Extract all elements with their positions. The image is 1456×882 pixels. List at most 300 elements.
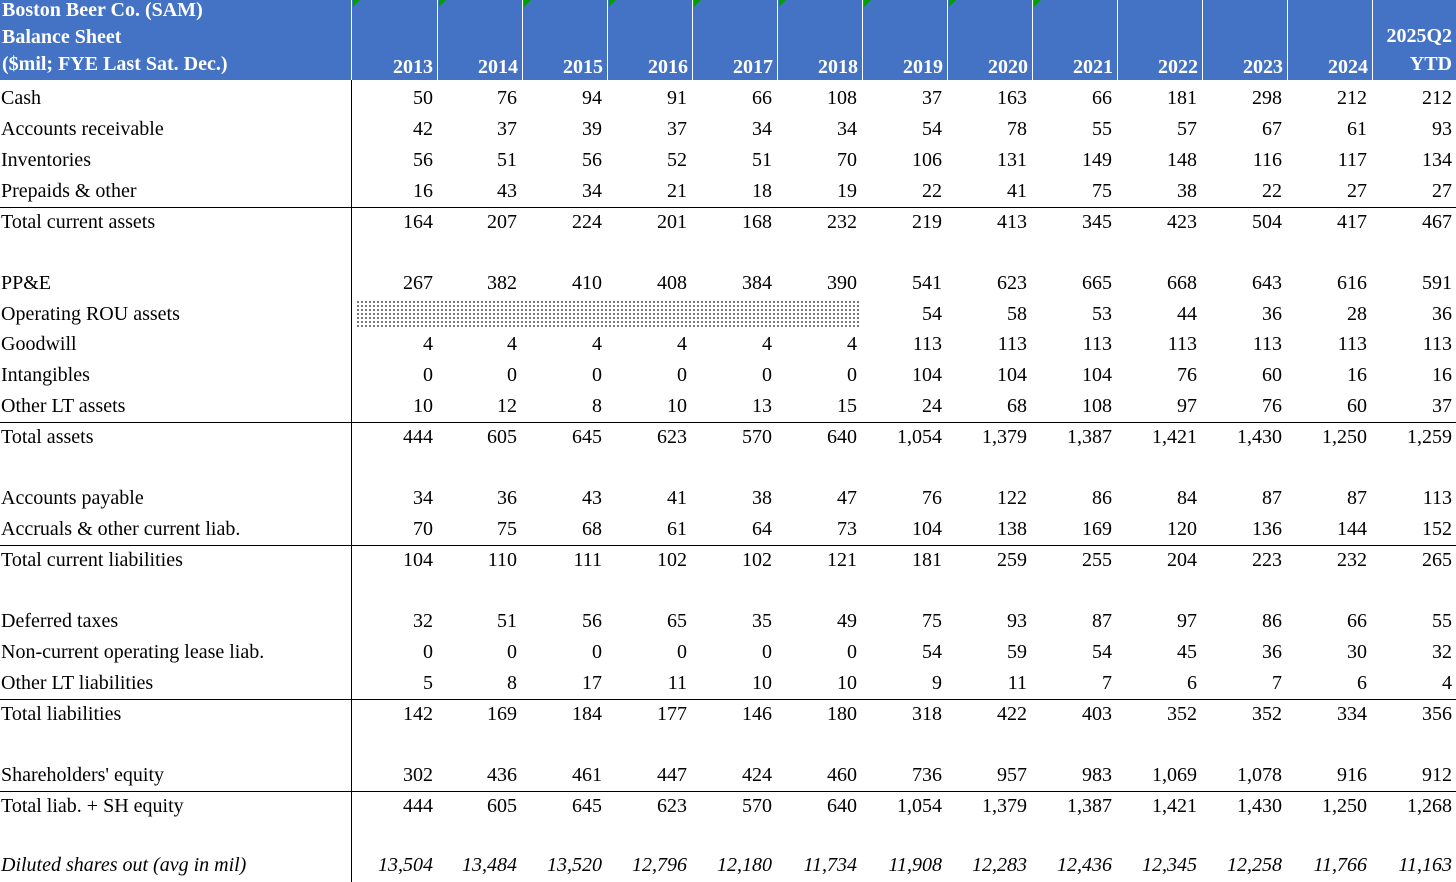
cell-value[interactable]: 8: [507, 672, 517, 694]
cell-value[interactable]: 122: [997, 487, 1027, 509]
cell-value[interactable]: 8: [592, 395, 602, 417]
cell-value[interactable]: 45: [1177, 641, 1197, 663]
cell-value[interactable]: 64: [752, 518, 772, 540]
cell-value[interactable]: 41: [1007, 180, 1027, 202]
cell-value[interactable]: 591: [1422, 272, 1452, 294]
cell-value[interactable]: 382: [487, 272, 517, 294]
comment-marker-icon[interactable]: [439, 0, 446, 7]
comment-marker-icon[interactable]: [779, 0, 786, 7]
cell-value[interactable]: 76: [922, 487, 942, 509]
cell-value[interactable]: 104: [1082, 364, 1112, 386]
cell-value[interactable]: 1,054: [897, 426, 942, 448]
cell-value[interactable]: 265: [1422, 549, 1452, 571]
cell-value[interactable]: 0: [423, 641, 433, 663]
cell-value[interactable]: 67: [1262, 118, 1282, 140]
header-year-10[interactable]: [1117, 0, 1202, 80]
cell-value[interactable]: 106: [912, 149, 942, 171]
cell-value[interactable]: 120: [1167, 518, 1197, 540]
cell-value[interactable]: 1,421: [1152, 426, 1197, 448]
cell-value[interactable]: 65: [667, 610, 687, 632]
cell-value[interactable]: 56: [582, 149, 602, 171]
cell-value[interactable]: 0: [507, 641, 517, 663]
cell-value[interactable]: 113: [1167, 333, 1197, 355]
cell-value[interactable]: 983: [1082, 764, 1112, 786]
cell-value[interactable]: 36: [497, 487, 517, 509]
comment-marker-icon[interactable]: [864, 0, 871, 7]
cell-value[interactable]: 4: [847, 333, 857, 355]
cell-value[interactable]: 36: [1262, 303, 1282, 325]
cell-value[interactable]: 169: [487, 703, 517, 725]
cell-value[interactable]: 22: [922, 180, 942, 202]
cell-value[interactable]: 12,436: [1057, 854, 1112, 876]
cell-value[interactable]: 75: [1092, 180, 1112, 202]
cell-value[interactable]: 149: [1082, 149, 1112, 171]
row-label[interactable]: Total liab. + SH equity: [1, 795, 184, 817]
cell-value[interactable]: 37: [667, 118, 687, 140]
cell-value[interactable]: 35: [752, 610, 772, 632]
cell-value[interactable]: 177: [657, 703, 687, 725]
cell-value[interactable]: 91: [667, 87, 687, 109]
cell-value[interactable]: 78: [1007, 118, 1027, 140]
cell-value[interactable]: 34: [582, 180, 602, 202]
cell-value[interactable]: 4: [1442, 672, 1452, 694]
cell-value[interactable]: 93: [1432, 118, 1452, 140]
cell-value[interactable]: 9: [932, 672, 942, 694]
cell-value[interactable]: 152: [1422, 518, 1452, 540]
cell-value[interactable]: 181: [912, 549, 942, 571]
cell-value[interactable]: 121: [827, 549, 857, 571]
cell-value[interactable]: 36: [1262, 641, 1282, 663]
cell-value[interactable]: 113: [1337, 333, 1367, 355]
cell-value[interactable]: 1,430: [1237, 795, 1282, 817]
cell-value[interactable]: 444: [403, 795, 433, 817]
cell-value[interactable]: 413: [997, 211, 1027, 233]
cell-value[interactable]: 16: [1347, 364, 1367, 386]
cell-value[interactable]: 59: [1007, 641, 1027, 663]
row-label[interactable]: Shareholders' equity: [1, 764, 165, 786]
cell-value[interactable]: 204: [1167, 549, 1197, 571]
header-year-8[interactable]: [947, 0, 1032, 80]
cell-value[interactable]: 148: [1167, 149, 1197, 171]
cell-value[interactable]: 169: [1082, 518, 1112, 540]
row-label[interactable]: PP&E: [1, 272, 52, 294]
cell-value[interactable]: 54: [1092, 641, 1112, 663]
cell-value[interactable]: 623: [657, 795, 687, 817]
cell-value[interactable]: 0: [592, 364, 602, 386]
cell-value[interactable]: 616: [1337, 272, 1367, 294]
row-label[interactable]: Other LT assets: [1, 395, 126, 417]
cell-value[interactable]: 10: [667, 395, 687, 417]
cell-value[interactable]: 0: [762, 641, 772, 663]
cell-value[interactable]: 70: [413, 518, 433, 540]
cell-value[interactable]: 212: [1337, 87, 1367, 109]
cell-value[interactable]: 640: [827, 426, 857, 448]
cell-value[interactable]: 4: [507, 333, 517, 355]
header-year-12[interactable]: [1287, 0, 1372, 80]
cell-value[interactable]: 60: [1347, 395, 1367, 417]
cell-value[interactable]: 318: [912, 703, 942, 725]
cell-value[interactable]: 49: [837, 610, 857, 632]
cell-value[interactable]: 61: [1347, 118, 1367, 140]
cell-value[interactable]: 66: [1347, 610, 1367, 632]
cell-value[interactable]: 53: [1092, 303, 1112, 325]
cell-value[interactable]: 12,796: [632, 854, 687, 876]
cell-value[interactable]: 623: [657, 426, 687, 448]
cell-value[interactable]: 207: [487, 211, 517, 233]
cell-value[interactable]: 113: [1422, 487, 1452, 509]
cell-value[interactable]: 168: [742, 211, 772, 233]
comment-marker-icon[interactable]: [694, 0, 701, 7]
cell-value[interactable]: 57: [1177, 118, 1197, 140]
cell-value[interactable]: 180: [827, 703, 857, 725]
cell-value[interactable]: 30: [1347, 641, 1367, 663]
cell-value[interactable]: 86: [1092, 487, 1112, 509]
cell-value[interactable]: 54: [922, 303, 942, 325]
row-label[interactable]: Operating ROU assets: [1, 303, 180, 325]
row-label[interactable]: Total current liabilities: [1, 549, 183, 571]
cell-value[interactable]: 37: [922, 87, 942, 109]
comment-marker-icon[interactable]: [1034, 0, 1041, 7]
cell-value[interactable]: 113: [1422, 333, 1452, 355]
cell-value[interactable]: 87: [1092, 610, 1112, 632]
cell-value[interactable]: 12,258: [1227, 854, 1282, 876]
cell-value[interactable]: 12: [497, 395, 517, 417]
row-label[interactable]: Total liabilities: [1, 703, 122, 725]
cell-value[interactable]: 408: [657, 272, 687, 294]
row-label[interactable]: Prepaids & other: [1, 180, 137, 202]
cell-value[interactable]: 16: [1432, 364, 1452, 386]
cell-value[interactable]: 4: [677, 333, 687, 355]
cell-value[interactable]: 54: [922, 118, 942, 140]
cell-value[interactable]: 19: [837, 180, 857, 202]
cell-value[interactable]: 11: [667, 672, 687, 694]
cell-value[interactable]: 11: [1007, 672, 1027, 694]
row-label[interactable]: Cash: [1, 87, 41, 109]
cell-value[interactable]: 0: [762, 364, 772, 386]
cell-value[interactable]: 6: [1357, 672, 1367, 694]
cell-value[interactable]: 390: [827, 272, 857, 294]
comment-marker-icon[interactable]: [353, 0, 360, 7]
cell-value[interactable]: 916: [1337, 764, 1367, 786]
cell-value[interactable]: 43: [582, 487, 602, 509]
cell-value[interactable]: 1,268: [1407, 795, 1452, 817]
cell-value[interactable]: 422: [997, 703, 1027, 725]
cell-value[interactable]: 7: [1102, 672, 1112, 694]
header-year-7[interactable]: [862, 0, 947, 80]
cell-value[interactable]: 356: [1422, 703, 1452, 725]
cell-value[interactable]: 61: [667, 518, 687, 540]
cell-value[interactable]: 5: [423, 672, 433, 694]
cell-value[interactable]: 51: [752, 149, 772, 171]
cell-value[interactable]: 570: [742, 795, 772, 817]
cell-value[interactable]: 467: [1422, 211, 1452, 233]
cell-value[interactable]: 55: [1092, 118, 1112, 140]
cell-value[interactable]: 113: [997, 333, 1027, 355]
row-label[interactable]: Accruals & other current liab.: [1, 518, 241, 540]
cell-value[interactable]: 56: [413, 149, 433, 171]
cell-value[interactable]: 131: [997, 149, 1027, 171]
cell-value[interactable]: 232: [827, 211, 857, 233]
cell-value[interactable]: 605: [487, 795, 517, 817]
cell-value[interactable]: 41: [667, 487, 687, 509]
row-label[interactable]: Non-current operating lease liab.: [1, 641, 265, 663]
cell-value[interactable]: 184: [572, 703, 602, 725]
cell-value[interactable]: 267: [403, 272, 433, 294]
cell-value[interactable]: 11,766: [1313, 854, 1367, 876]
cell-value[interactable]: 111: [573, 549, 602, 571]
header-year-4[interactable]: [607, 0, 692, 80]
cell-value[interactable]: 447: [657, 764, 687, 786]
cell-value[interactable]: 352: [1252, 703, 1282, 725]
header-year-11[interactable]: [1202, 0, 1287, 80]
cell-value[interactable]: 55: [1432, 610, 1452, 632]
comment-marker-icon[interactable]: [609, 0, 616, 7]
cell-value[interactable]: 51: [497, 149, 517, 171]
cell-value[interactable]: 138: [997, 518, 1027, 540]
row-label[interactable]: Accounts payable: [1, 487, 144, 509]
cell-value[interactable]: 345: [1082, 211, 1112, 233]
cell-value[interactable]: 146: [742, 703, 772, 725]
cell-value[interactable]: 142: [403, 703, 433, 725]
header-title-cell[interactable]: [0, 0, 351, 80]
cell-value[interactable]: 34: [752, 118, 772, 140]
cell-value[interactable]: 117: [1337, 149, 1367, 171]
cell-value[interactable]: 302: [403, 764, 433, 786]
cell-value[interactable]: 104: [912, 518, 942, 540]
cell-value[interactable]: 1,250: [1322, 426, 1367, 448]
cell-value[interactable]: 66: [1092, 87, 1112, 109]
cell-value[interactable]: 87: [1347, 487, 1367, 509]
cell-value[interactable]: 113: [1252, 333, 1282, 355]
cell-value[interactable]: 224: [572, 211, 602, 233]
cell-value[interactable]: 0: [677, 364, 687, 386]
row-label[interactable]: Total current assets: [1, 211, 156, 233]
cell-value[interactable]: 417: [1337, 211, 1367, 233]
cell-value[interactable]: 424: [742, 764, 772, 786]
cell-value[interactable]: 0: [592, 641, 602, 663]
cell-value[interactable]: 73: [837, 518, 857, 540]
row-label[interactable]: Other LT liabilities: [1, 672, 154, 694]
cell-value[interactable]: 1,379: [982, 426, 1027, 448]
cell-value[interactable]: 34: [413, 487, 433, 509]
cell-value[interactable]: 1,259: [1407, 426, 1452, 448]
cell-value[interactable]: 44: [1177, 303, 1197, 325]
cell-value[interactable]: 50: [413, 87, 433, 109]
cell-value[interactable]: 352: [1167, 703, 1197, 725]
cell-value[interactable]: 403: [1082, 703, 1112, 725]
cell-value[interactable]: 54: [922, 641, 942, 663]
cell-value[interactable]: 66: [752, 87, 772, 109]
cell-value[interactable]: 28: [1347, 303, 1367, 325]
cell-value[interactable]: 104: [912, 364, 942, 386]
cell-value[interactable]: 113: [1082, 333, 1112, 355]
cell-value[interactable]: 4: [592, 333, 602, 355]
cell-value[interactable]: 0: [847, 641, 857, 663]
cell-value[interactable]: 11,734: [803, 854, 857, 876]
cell-value[interactable]: 76: [497, 87, 517, 109]
cell-value[interactable]: 68: [1007, 395, 1027, 417]
cell-value[interactable]: 93: [1007, 610, 1027, 632]
cell-value[interactable]: 298: [1252, 87, 1282, 109]
cell-value[interactable]: 12,283: [972, 854, 1027, 876]
cell-value[interactable]: 24: [922, 395, 942, 417]
cell-value[interactable]: 0: [847, 364, 857, 386]
cell-value[interactable]: 736: [912, 764, 942, 786]
cell-value[interactable]: 623: [997, 272, 1027, 294]
cell-value[interactable]: 47: [837, 487, 857, 509]
cell-value[interactable]: 640: [827, 795, 857, 817]
cell-value[interactable]: 10: [837, 672, 857, 694]
cell-value[interactable]: 444: [403, 426, 433, 448]
cell-value[interactable]: 605: [487, 426, 517, 448]
cell-value[interactable]: 6: [1187, 672, 1197, 694]
cell-value[interactable]: 108: [827, 87, 857, 109]
cell-value[interactable]: 436: [487, 764, 517, 786]
cell-value[interactable]: 84: [1177, 487, 1197, 509]
cell-value[interactable]: 232: [1337, 549, 1367, 571]
cell-value[interactable]: 144: [1337, 518, 1367, 540]
cell-value[interactable]: 1,379: [982, 795, 1027, 817]
cell-value[interactable]: 134: [1422, 149, 1452, 171]
cell-value[interactable]: 7: [1272, 672, 1282, 694]
cell-value[interactable]: 37: [1432, 395, 1452, 417]
cell-value[interactable]: 39: [582, 118, 602, 140]
header-year-13[interactable]: [1372, 0, 1456, 80]
cell-value[interactable]: 668: [1167, 272, 1197, 294]
cell-value[interactable]: 17: [582, 672, 602, 694]
header-year-6[interactable]: [777, 0, 862, 80]
comment-marker-icon[interactable]: [524, 0, 531, 7]
cell-value[interactable]: 32: [1432, 641, 1452, 663]
cell-value[interactable]: 334: [1337, 703, 1367, 725]
cell-value[interactable]: 11,163: [1398, 854, 1452, 876]
cell-value[interactable]: 12,345: [1142, 854, 1197, 876]
row-label[interactable]: Deferred taxes: [1, 610, 119, 632]
cell-value[interactable]: 36: [1432, 303, 1452, 325]
cell-value[interactable]: 460: [827, 764, 857, 786]
cell-value[interactable]: 164: [403, 211, 433, 233]
cell-value[interactable]: 201: [657, 211, 687, 233]
cell-value[interactable]: 52: [667, 149, 687, 171]
cell-value[interactable]: 957: [997, 764, 1027, 786]
cell-value[interactable]: 38: [752, 487, 772, 509]
cell-value[interactable]: 423: [1167, 211, 1197, 233]
cell-value[interactable]: 1,430: [1237, 426, 1282, 448]
cell-value[interactable]: 76: [1262, 395, 1282, 417]
cell-value[interactable]: 10: [752, 672, 772, 694]
cell-value[interactable]: 461: [572, 764, 602, 786]
cell-value[interactable]: 13,520: [547, 854, 602, 876]
cell-value[interactable]: 1,054: [897, 795, 942, 817]
cell-value[interactable]: 1,421: [1152, 795, 1197, 817]
cell-value[interactable]: 87: [1262, 487, 1282, 509]
row-label[interactable]: Goodwill: [1, 333, 77, 355]
cell-value[interactable]: 212: [1422, 87, 1452, 109]
cell-value[interactable]: 34: [837, 118, 857, 140]
cell-value[interactable]: 22: [1262, 180, 1282, 202]
row-label[interactable]: Diluted shares out (avg in mil): [1, 854, 247, 876]
cell-value[interactable]: 13,484: [462, 854, 517, 876]
cell-value[interactable]: 21: [667, 180, 687, 202]
cell-value[interactable]: 15: [837, 395, 857, 417]
cell-value[interactable]: 259: [997, 549, 1027, 571]
cell-value[interactable]: 4: [762, 333, 772, 355]
cell-value[interactable]: 1,250: [1322, 795, 1367, 817]
cell-value[interactable]: 102: [657, 549, 687, 571]
cell-value[interactable]: 75: [922, 610, 942, 632]
cell-value[interactable]: 643: [1252, 272, 1282, 294]
cell-value[interactable]: 38: [1177, 180, 1197, 202]
cell-value[interactable]: 13,504: [378, 854, 433, 876]
header-year-5[interactable]: [692, 0, 777, 80]
cell-value[interactable]: 97: [1177, 395, 1197, 417]
cell-value[interactable]: 0: [677, 641, 687, 663]
cell-value[interactable]: 645: [572, 795, 602, 817]
cell-value[interactable]: 1,078: [1237, 764, 1282, 786]
cell-value[interactable]: 16: [413, 180, 433, 202]
cell-value[interactable]: 42: [413, 118, 433, 140]
cell-value[interactable]: 570: [742, 426, 772, 448]
row-label[interactable]: Accounts receivable: [1, 118, 164, 140]
cell-value[interactable]: 75: [497, 518, 517, 540]
cell-value[interactable]: 113: [912, 333, 942, 355]
cell-value[interactable]: 68: [582, 518, 602, 540]
cell-value[interactable]: 1,387: [1067, 795, 1112, 817]
cell-value[interactable]: 104: [997, 364, 1027, 386]
cell-value[interactable]: 219: [912, 211, 942, 233]
cell-value[interactable]: 1,069: [1152, 764, 1197, 786]
cell-value[interactable]: 27: [1347, 180, 1367, 202]
cell-value[interactable]: 37: [497, 118, 517, 140]
cell-value[interactable]: 1,387: [1067, 426, 1112, 448]
cell-value[interactable]: 51: [497, 610, 517, 632]
cell-value[interactable]: 102: [742, 549, 772, 571]
cell-value[interactable]: 410: [572, 272, 602, 294]
cell-value[interactable]: 110: [487, 549, 517, 571]
cell-value[interactable]: 60: [1262, 364, 1282, 386]
cell-value[interactable]: 94: [582, 87, 602, 109]
cell-value[interactable]: 912: [1422, 764, 1452, 786]
cell-value[interactable]: 163: [997, 87, 1027, 109]
cell-value[interactable]: 32: [413, 610, 433, 632]
cell-value[interactable]: 255: [1082, 549, 1112, 571]
row-label[interactable]: Inventories: [1, 149, 91, 171]
cell-value[interactable]: 10: [413, 395, 433, 417]
cell-value[interactable]: 541: [912, 272, 942, 294]
cell-value[interactable]: 11,908: [888, 854, 942, 876]
cell-value[interactable]: 97: [1177, 610, 1197, 632]
cell-value[interactable]: 0: [507, 364, 517, 386]
cell-value[interactable]: 86: [1262, 610, 1282, 632]
cell-value[interactable]: 645: [572, 426, 602, 448]
cell-value[interactable]: 504: [1252, 211, 1282, 233]
cell-value[interactable]: 43: [497, 180, 517, 202]
cell-value[interactable]: 58: [1007, 303, 1027, 325]
cell-value[interactable]: 665: [1082, 272, 1112, 294]
header-year-9[interactable]: [1032, 0, 1117, 80]
cell-value[interactable]: 4: [423, 333, 433, 355]
cell-value[interactable]: 27: [1432, 180, 1452, 202]
comment-marker-icon[interactable]: [949, 0, 956, 7]
cell-value[interactable]: 13: [752, 395, 772, 417]
header-year-3[interactable]: [522, 0, 607, 80]
cell-value[interactable]: 116: [1252, 149, 1282, 171]
header-year-2[interactable]: [437, 0, 522, 80]
cell-value[interactable]: 76: [1177, 364, 1197, 386]
cell-value[interactable]: 18: [752, 180, 772, 202]
cell-value[interactable]: 136: [1252, 518, 1282, 540]
row-label[interactable]: Total assets: [1, 426, 94, 448]
